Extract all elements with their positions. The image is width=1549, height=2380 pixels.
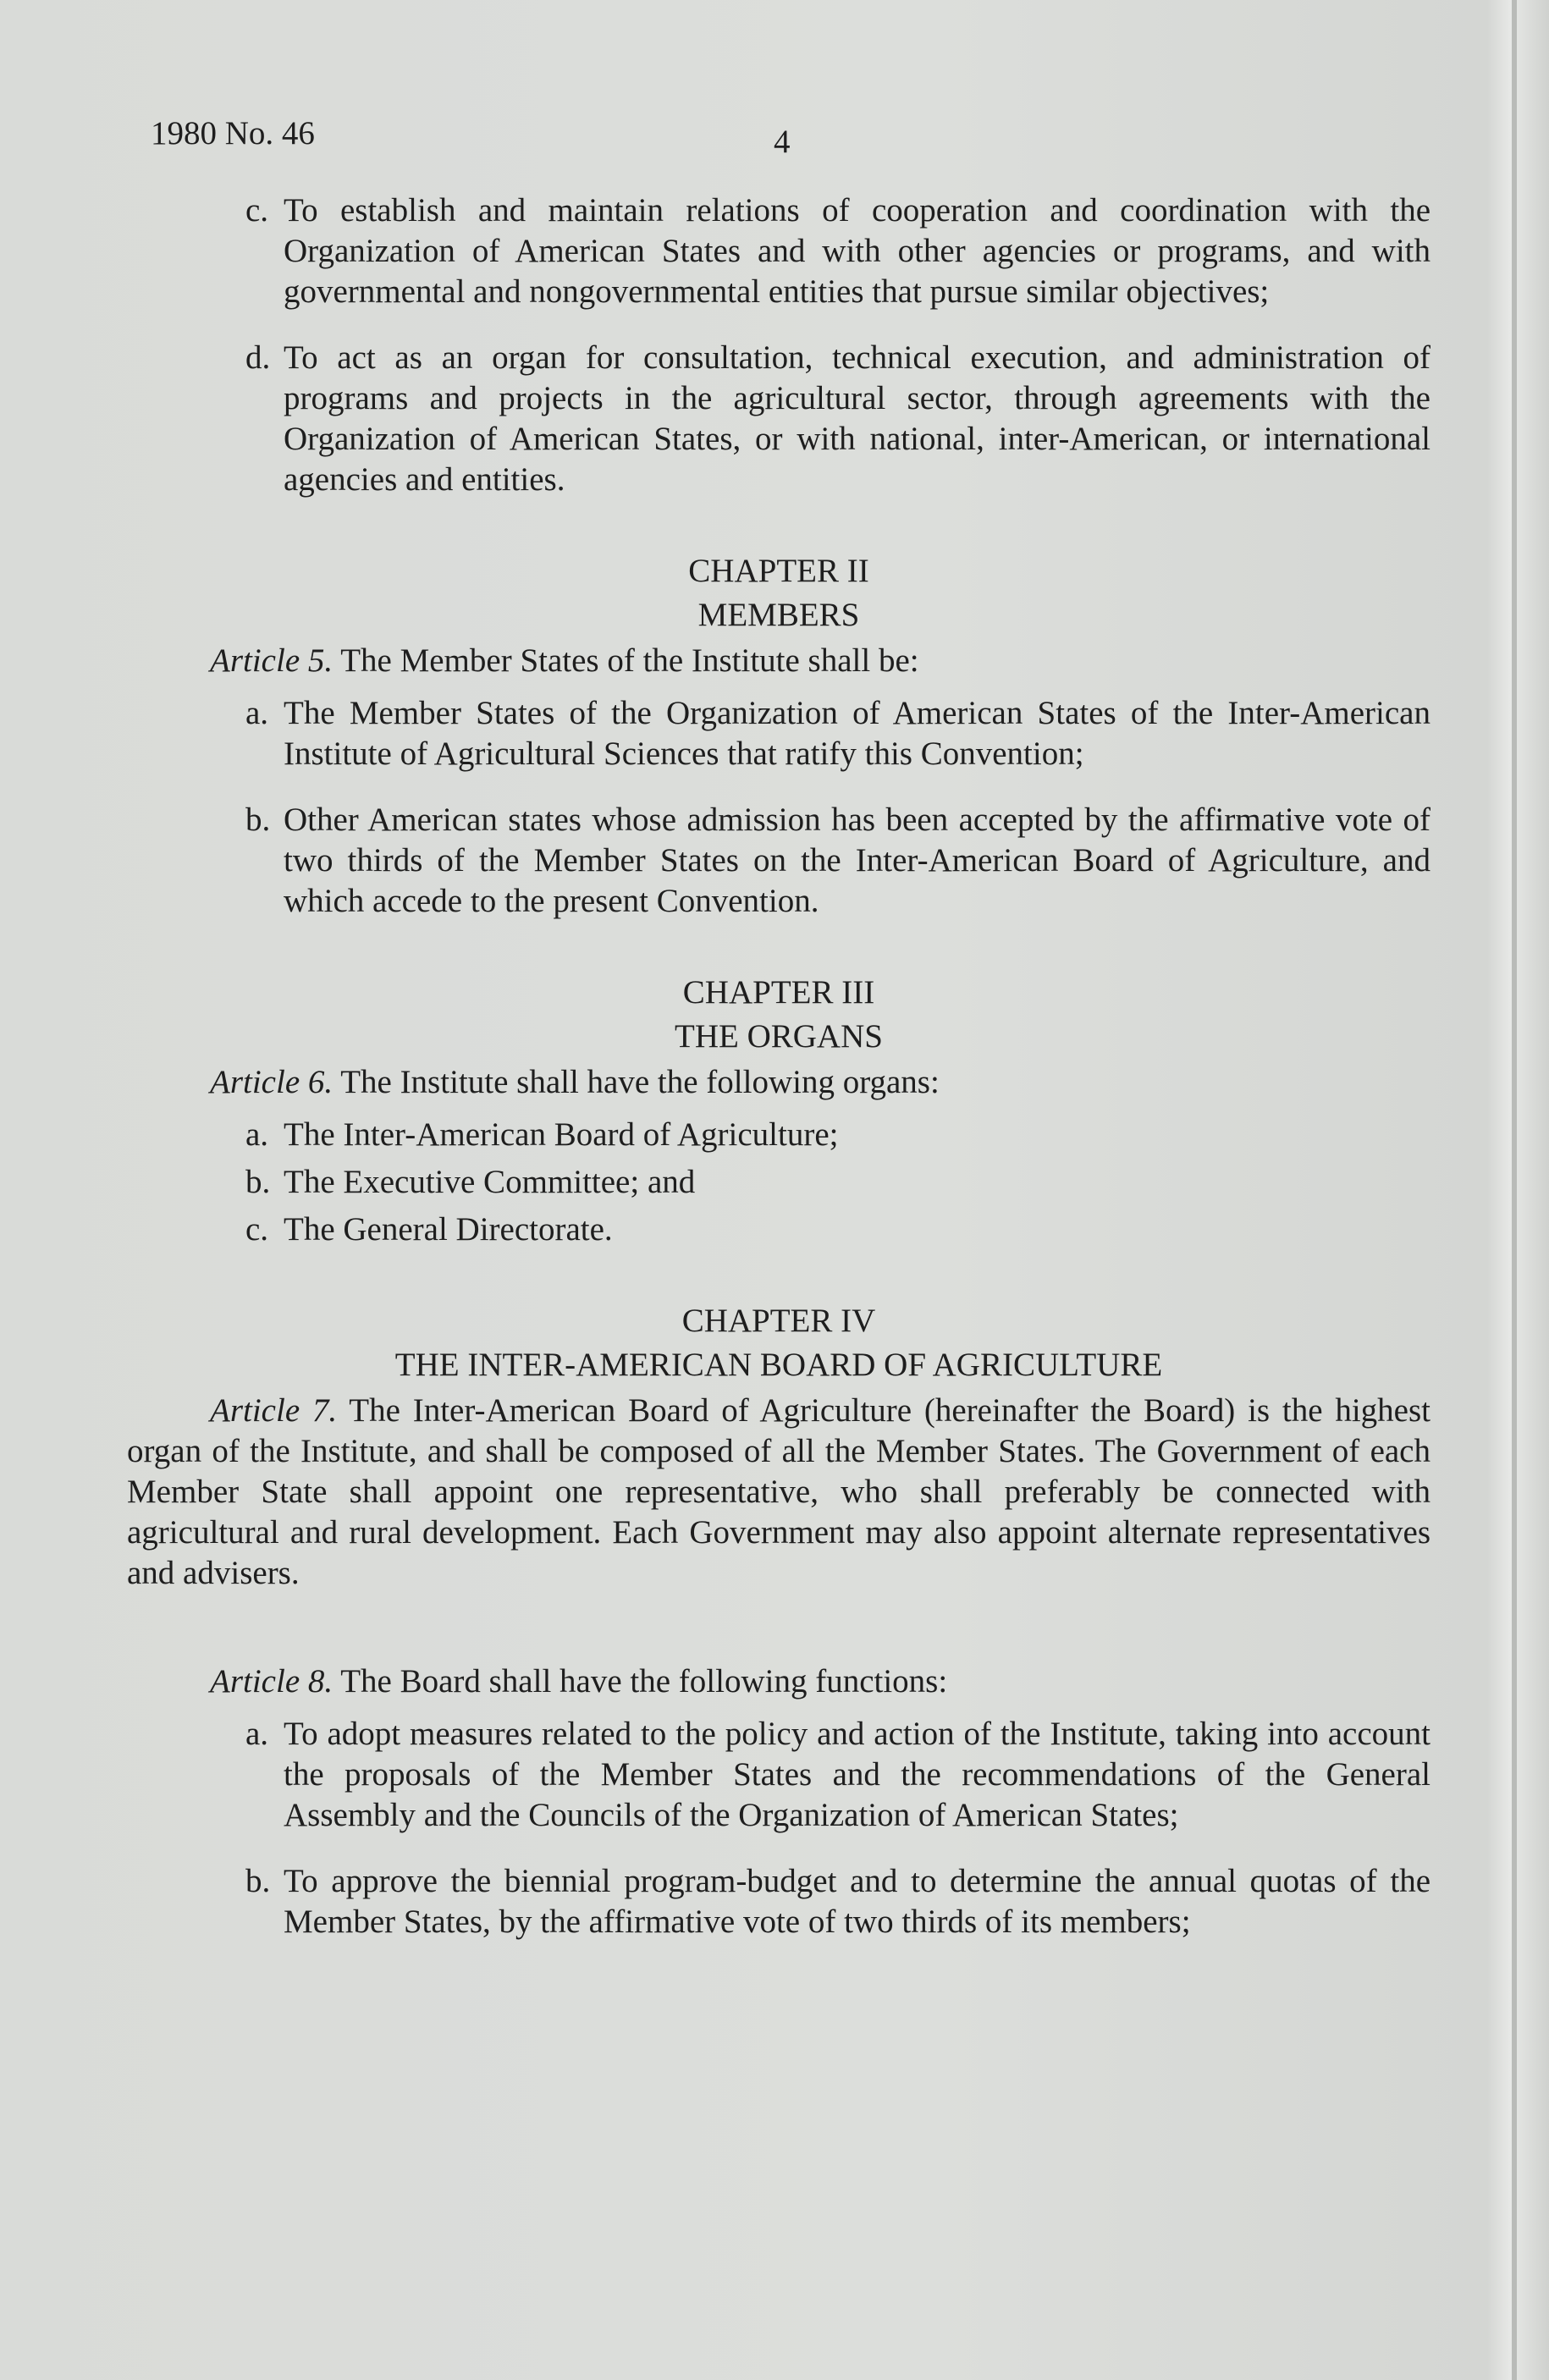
item-text: The Executive Committee; and bbox=[284, 1164, 696, 1200]
article-label: Article 6. bbox=[210, 1064, 334, 1100]
chapter-heading: CHAPTER III bbox=[682, 974, 875, 1011]
list-item bbox=[127, 1209, 1430, 1250]
chapter-title: THE INTER-AMERICAN BOARD OF AGRICULTURE bbox=[394, 1347, 1163, 1383]
publication-reference: 1980 No. 46 bbox=[151, 115, 315, 152]
article-label: Article 7. bbox=[210, 1392, 338, 1429]
article-text: The Institute shall have the following organs: bbox=[340, 1064, 940, 1100]
article-label: Article 5. bbox=[210, 642, 334, 679]
item-text: The Inter-American Board of Agriculture; bbox=[284, 1116, 839, 1153]
article-text: The Inter-American Board of Agriculture (hereinafter the Board) is the highest organ of the Institute, and shall be composed of all the Member States. The Government of each Member State shall appoint one representative, who shall preferably be connected with agricultural and rural development. Each Government may also appoint alternate representatives and advisers. bbox=[127, 1392, 1430, 1591]
chapter-title: MEMBERS bbox=[697, 597, 860, 633]
item-label: a. bbox=[245, 1716, 269, 1752]
item-label: b. bbox=[245, 802, 271, 838]
spacer bbox=[127, 1606, 1430, 1658]
item-label: b. bbox=[245, 1863, 271, 1899]
page-number: 4 bbox=[774, 124, 791, 160]
chapter-heading: CHAPTER II bbox=[688, 553, 869, 589]
item-text: To approve the biennial program-budget and to determine the annual quotas of the Member States, by the affirmative vote of two thirds of its members; bbox=[284, 1863, 1430, 1940]
article-text: The Board shall have the following functions: bbox=[340, 1663, 948, 1700]
list-item bbox=[127, 693, 1430, 774]
item-text: To establish and maintain relations of cooperation and coordination with the Organization of American States and with other agencies or programs, and with governmental and nongovernmental entities that pursue similar objectives; bbox=[284, 192, 1430, 310]
article-label: Article 8. bbox=[210, 1663, 334, 1700]
list-item bbox=[127, 338, 1430, 500]
chapter-heading: CHAPTER IV bbox=[681, 1303, 876, 1339]
article-paragraph bbox=[127, 1391, 1430, 1594]
item-text: Other American states whose admission has been accepted by the affirmative vote of two thirds of the Member States on the Inter-American Board of Agriculture, and which accede to the present Convention. bbox=[284, 802, 1430, 919]
item-label: a. bbox=[245, 1116, 269, 1153]
list-item bbox=[127, 190, 1430, 312]
list-item bbox=[127, 1714, 1430, 1836]
list-item bbox=[127, 1115, 1430, 1155]
article-paragraph bbox=[127, 1062, 1430, 1103]
page-header bbox=[151, 114, 1437, 165]
item-label: c. bbox=[245, 1211, 269, 1248]
item-label: a. bbox=[245, 695, 269, 731]
chapter-title: THE ORGANS bbox=[675, 1018, 883, 1055]
article-paragraph bbox=[127, 1661, 1430, 1702]
item-text: To adopt measures related to the policy and action of the Institute, taking into account the proposals of the Member States and the recommendations of the General Assembly and the Councils of the Organization of American States; bbox=[284, 1716, 1430, 1833]
article-text: The Member States of the Institute shall be: bbox=[340, 642, 919, 679]
item-text: The General Directorate. bbox=[284, 1211, 613, 1248]
list-item bbox=[127, 1162, 1430, 1203]
list-item bbox=[127, 1861, 1430, 1942]
item-label: b. bbox=[245, 1164, 271, 1200]
list-item bbox=[127, 800, 1430, 922]
item-text: The Member States of the Organization of American States of the Inter-American Institute of Agricultural Sciences that ratify this Convention; bbox=[284, 695, 1430, 772]
page-body bbox=[127, 190, 1430, 1968]
item-label: c. bbox=[245, 192, 269, 229]
article-paragraph bbox=[127, 641, 1430, 681]
page-spine-edge bbox=[1512, 0, 1517, 2380]
item-label: d. bbox=[245, 339, 271, 376]
item-text: To act as an organ for consultation, technical execution, and administration of programs and projects in the agricultural sector, through agreements with the Organization of American States, or with national, inter-American, or international agencies and entities. bbox=[284, 339, 1430, 498]
